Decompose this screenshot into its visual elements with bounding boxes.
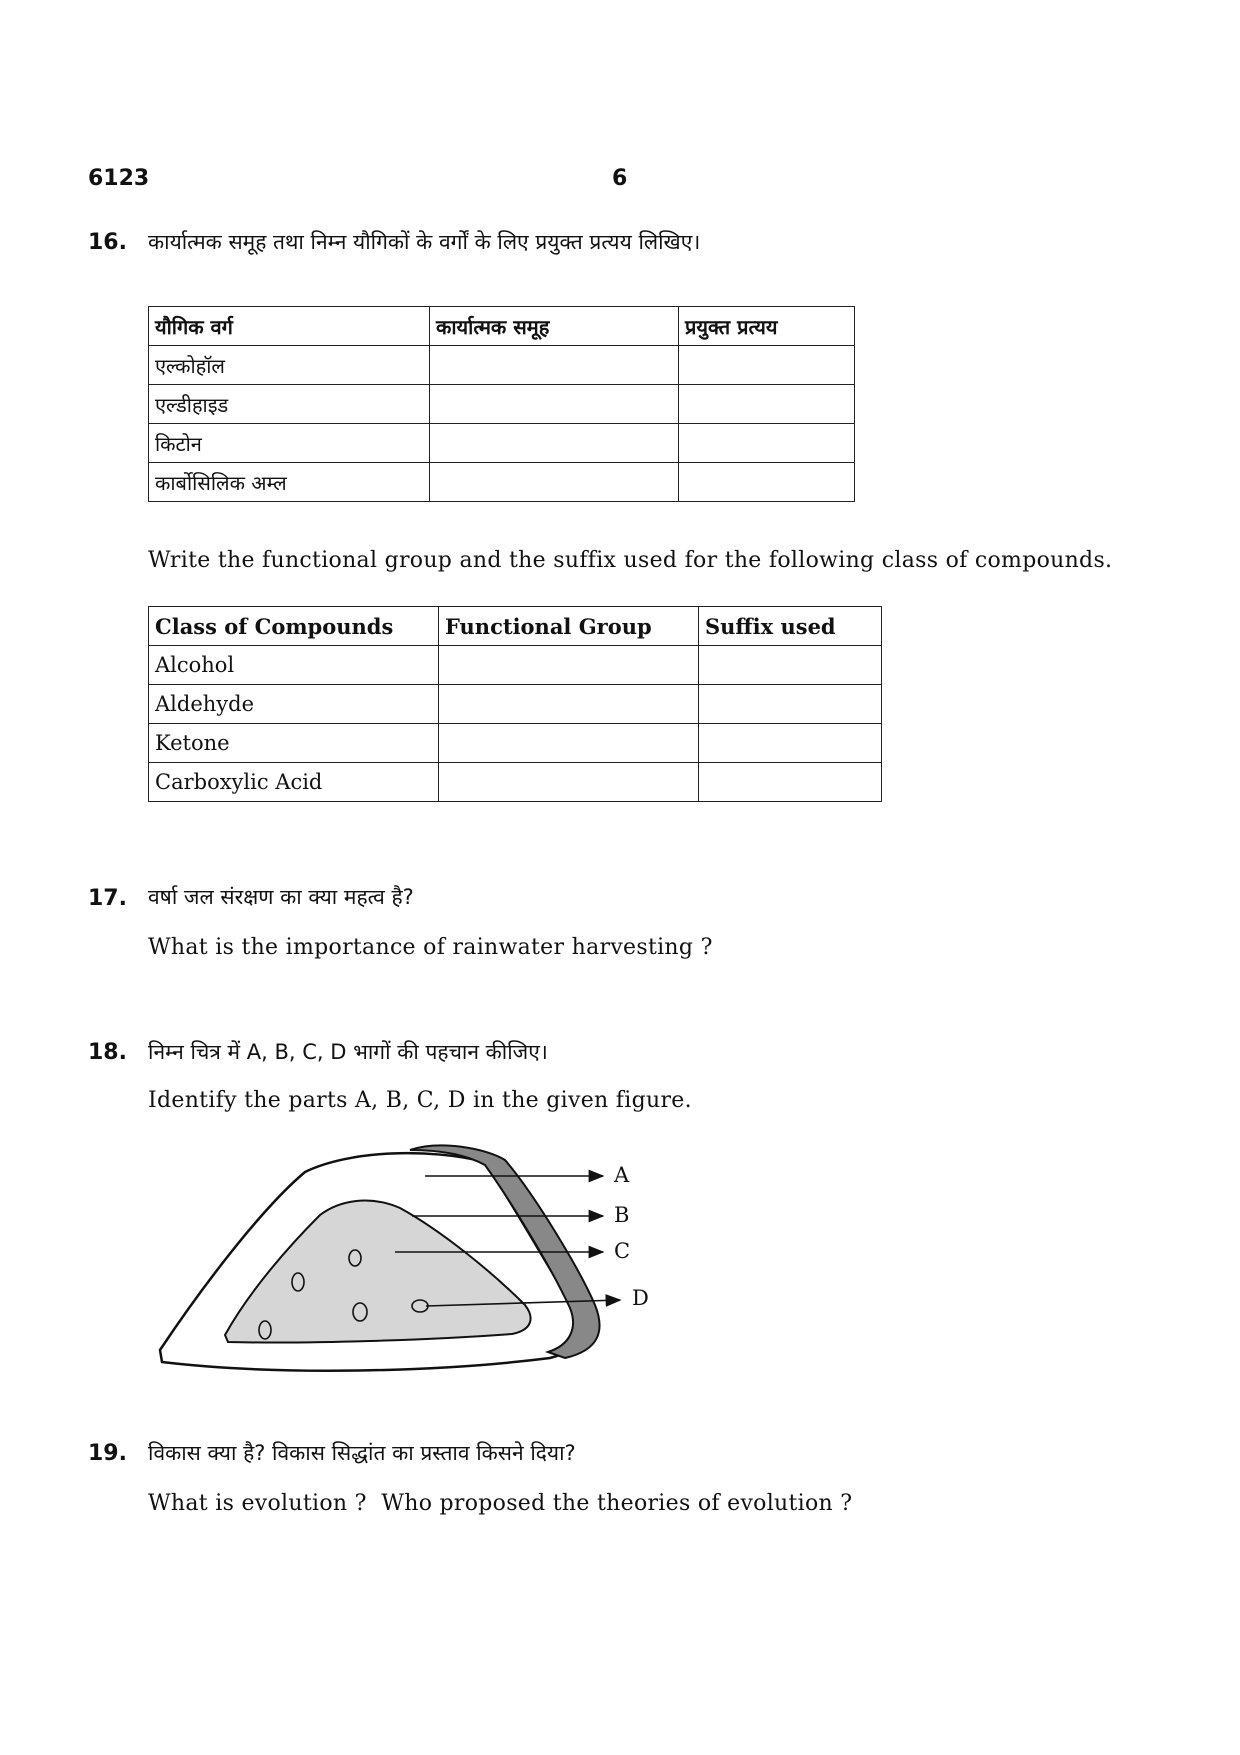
table-cell-blank [699, 685, 882, 724]
table-header-cell: कार्यात्मक समूह [430, 307, 679, 346]
question-18-hindi: निम्न चित्र में A, B, C, D भागों की पहचान कीजिए। [148, 1040, 548, 1064]
question-17-english: What is the importance of rainwater harvesting ? [148, 935, 713, 960]
table-cell-blank [430, 424, 679, 463]
table-cell-blank [439, 763, 699, 802]
table-cell: Aldehyde [149, 685, 439, 724]
question-18-number: 18. [88, 1040, 127, 1065]
table-row [149, 463, 855, 502]
table-cell: एल्डीहाइड [149, 385, 430, 424]
question-19-number: 19. [88, 1441, 127, 1466]
question-16-hindi: कार्यात्मक समूह तथा निम्न यौगिकों के वर्गों के लिए प्रयुक्त प्रत्यय लिखिए। [148, 230, 701, 254]
table-cell: कार्बोसिलिक अम्ल [149, 463, 430, 502]
table-cell-blank [679, 463, 855, 502]
table-cell-blank [679, 385, 855, 424]
table-row [149, 763, 882, 802]
table-row [149, 724, 882, 763]
table-cell-blank [430, 463, 679, 502]
table-header-cell: यौगिक वर्ग [149, 307, 430, 346]
figure-label-d: D [632, 1286, 649, 1310]
question-16-english: Write the functional group and the suffix used for the following class of compounds. [148, 548, 1113, 573]
page-number: 6 [612, 166, 628, 191]
figure-label-b: B [614, 1203, 630, 1227]
compounds-table-english [148, 606, 882, 802]
table-cell-blank [699, 646, 882, 685]
table-row [149, 385, 855, 424]
table-row [149, 646, 882, 685]
table-cell: किटोन [149, 424, 430, 463]
table-row [149, 685, 882, 724]
table-row [149, 346, 855, 385]
table-cell: Carboxylic Acid [149, 763, 439, 802]
table-header-row [149, 607, 882, 646]
table-header-row [149, 307, 855, 346]
question-19-hindi: विकास क्या है? विकास सिद्धांत का प्रस्ताव किसने दिया? [148, 1441, 576, 1465]
figure-label-a: A [614, 1163, 630, 1187]
table-cell-blank [679, 424, 855, 463]
table-header-cell: Suffix used [699, 607, 882, 646]
question-18-english: Identify the parts A, B, C, D in the given figure. [148, 1088, 692, 1113]
table-cell: Ketone [149, 724, 439, 763]
table-header-cell: Class of Compounds [149, 607, 439, 646]
table-cell: एल्कोहॉल [149, 346, 430, 385]
table-cell-blank [439, 685, 699, 724]
paper-code: 6123 [88, 166, 150, 191]
table-cell: Alcohol [149, 646, 439, 685]
compounds-table-hindi [148, 306, 855, 502]
table-cell-blank [430, 385, 679, 424]
table-cell-blank [439, 646, 699, 685]
question-19-english: What is evolution ? Who proposed the theories of evolution ? [148, 1491, 853, 1516]
table-header-cell: Functional Group [439, 607, 699, 646]
table-cell-blank [699, 724, 882, 763]
table-cell-blank [699, 763, 882, 802]
table-cell-blank [439, 724, 699, 763]
figure-label-c: C [614, 1239, 631, 1263]
table-header-cell: प्रयुक्त प्रत्यय [679, 307, 855, 346]
table-cell-blank [430, 346, 679, 385]
table-row [149, 424, 855, 463]
question-16-number: 16. [88, 230, 127, 255]
question-17-hindi: वर्षा जल संरक्षण का क्या महत्व है? [148, 885, 414, 909]
question-17-number: 17. [88, 886, 127, 911]
table-cell-blank [679, 346, 855, 385]
